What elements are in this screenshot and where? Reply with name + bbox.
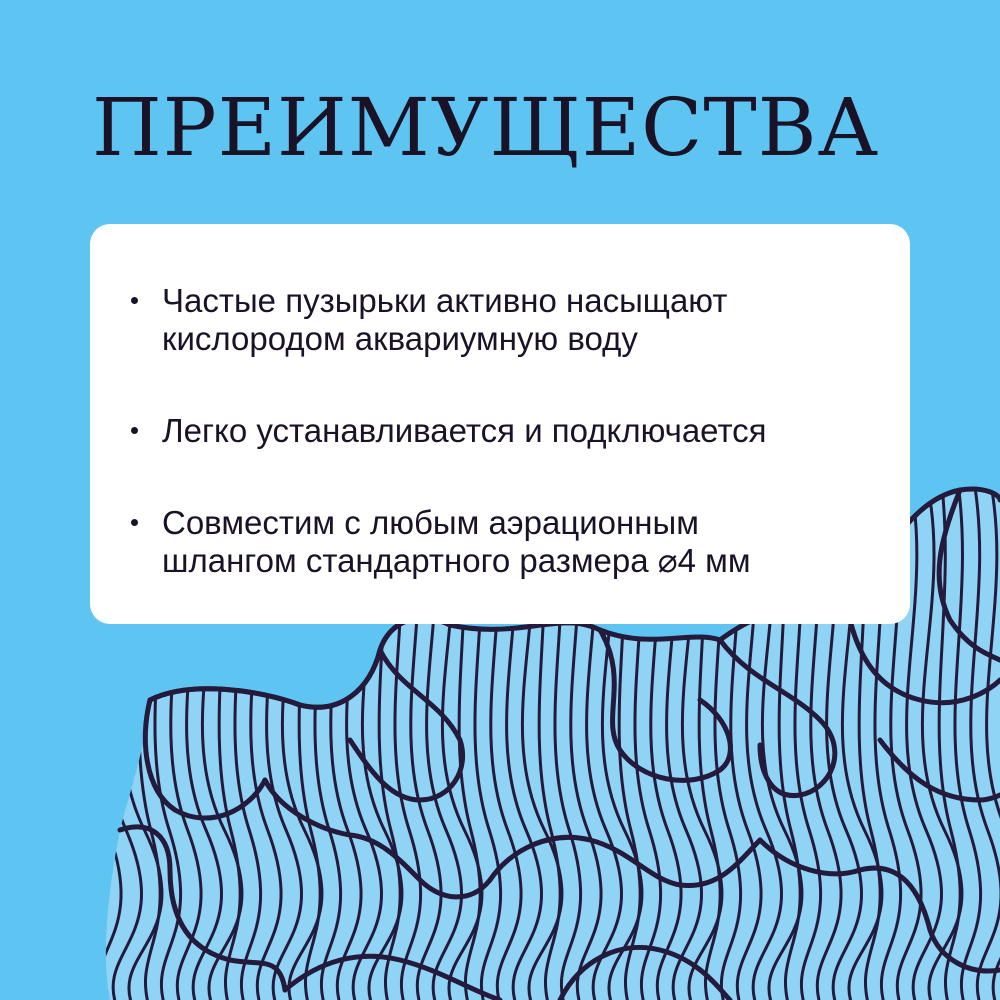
benefit-text-line: шлангом стандартного размера ⌀4 мм: [162, 542, 751, 579]
benefits-card: [90, 224, 910, 624]
benefit-text-line: Легко устанавливается и подключается: [162, 412, 767, 449]
benefits-list: [130, 282, 870, 580]
benefit-text-line: кислородом аквариумную воду: [162, 320, 638, 357]
page-title: ПРЕИМУЩЕСТВА: [92, 81, 880, 174]
list-item: [130, 282, 870, 358]
benefit-text-line: Совместим с любым аэрационным: [162, 504, 699, 541]
benefit-text-line: Частые пузырьки активно насыщают: [162, 282, 728, 319]
list-item: [130, 412, 870, 450]
list-item: [130, 504, 870, 580]
